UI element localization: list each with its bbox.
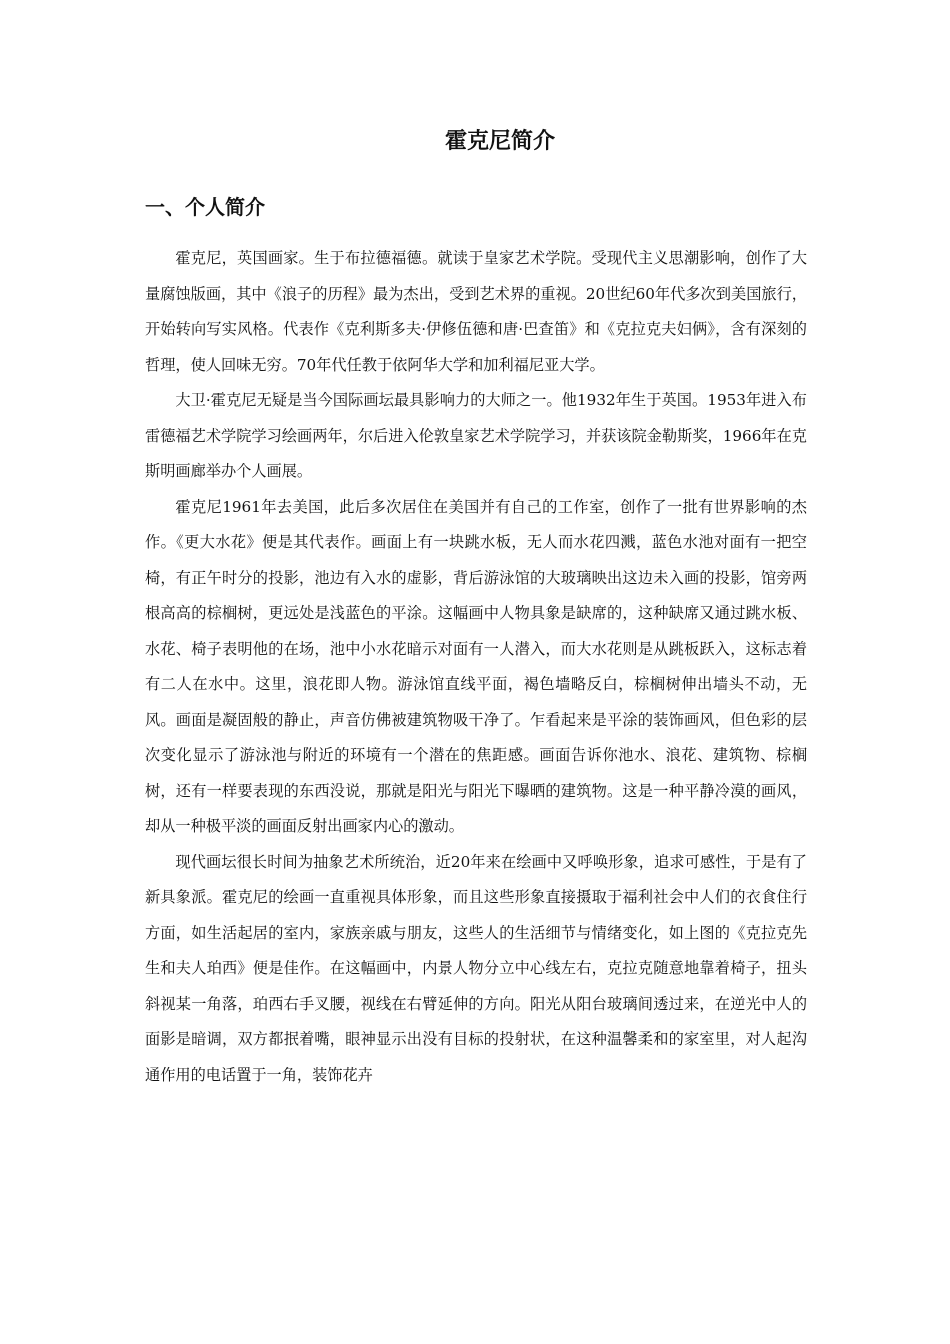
paragraph-biography: 大卫·霍克尼无疑是当今国际画坛最具影响力的大师之一。他1932年生于英国。1953年进入布雷德福艺术学院学习绘画两年，尔后进入伦敦皇家艺术学院学习，并获该院金勒斯奖，1966年在克斯明画廊举办个人画展。 (145, 391, 807, 480)
section-heading: 一、个人简介 (145, 195, 265, 219)
paragraph-bigger-splash: 霍克尼1961年去美国，此后多次居住在美国并有自己的工作室，创作了一批有世界影响的杰作。《更大水花》便是其代表作。画面上有一块跳水板，无人而水花四溅，蓝色水池对面有一把空椅，有正午时分的投影，池边有入水的虚影，背后游泳馆的大玻璃映出这边未入画的投影，馆旁两根高高的棕榈树，更远处是浅蓝色的平涂。这幅画中人物具象是缺席的，这种缺席又通过跳水板、水花、椅子表明他的在场，池中小水花暗示对面有一人潜入，而大水花则是从跳板跃入，这标志着有二人在水中。这里，浪花即人物。游泳馆直线平面，褐色墙略反白，棕榈树伸出墙头不动，无风。画面是凝固般的静止，声音仿佛被建筑物吸干净了。乍看起来是平涂的装饰画风，但色彩的层次变化显示了游泳池与附近的环境有一个潜在的焦距感。画面告诉你池水、浪花、建筑物、棕榈树，还有一样要表现的东西没说，那就是阳光与阳光下曝晒的建筑物。这是一种平静冷漠的画风，却从一种极平淡的画面反射出画家内心的激动。 (145, 497, 807, 835)
body-text (145, 241, 807, 1093)
paragraph-intro: 霍克尼，英国画家。生于布拉德福德。就读于皇家艺术学院。受现代主义思潮影响，创作了大量腐蚀版画，其中《浪子的历程》最为杰出，受到艺术界的重视。20世纪60年代多次到美国旅行，开始转向写实风格。代表作《克利斯多夫·伊修伍德和唐·巴查笛》和《克拉克夫妇俩》，含有深刻的哲理，使人回味无穷。70年代任教于依阿华大学和加利福尼亚大学。 (145, 249, 807, 374)
document-title: 霍克尼简介 (444, 129, 555, 154)
paragraph-new-figurative: 现代画坛很长时间为抽象艺术所统治，近20年来在绘画中又呼唤形象，追求可感性，于是有了新具象派。霍克尼的绘画一直重视具体形象，而且这些形象直接摄取于福利社会中人们的衣食住行方面，如生活起居的室内，家族亲戚与朋友，这些人的生活细节与情绪变化，如上图的《克拉克先生和夫人珀西》便是佳作。在这幅画中，内景人物分立中心线左右，克拉克随意地靠着椅子，扭头斜视某一角落，珀西右手叉腰，视线在右臂延伸的方向。阳光从阳台玻璃间透过来，在逆光中人的面影是暗调，双方都抿着嘴，眼神显示出没有目标的投射状，在这种温馨柔和的家室里，对人起沟通作用的电话置于一角，装饰花卉 (145, 852, 807, 1084)
